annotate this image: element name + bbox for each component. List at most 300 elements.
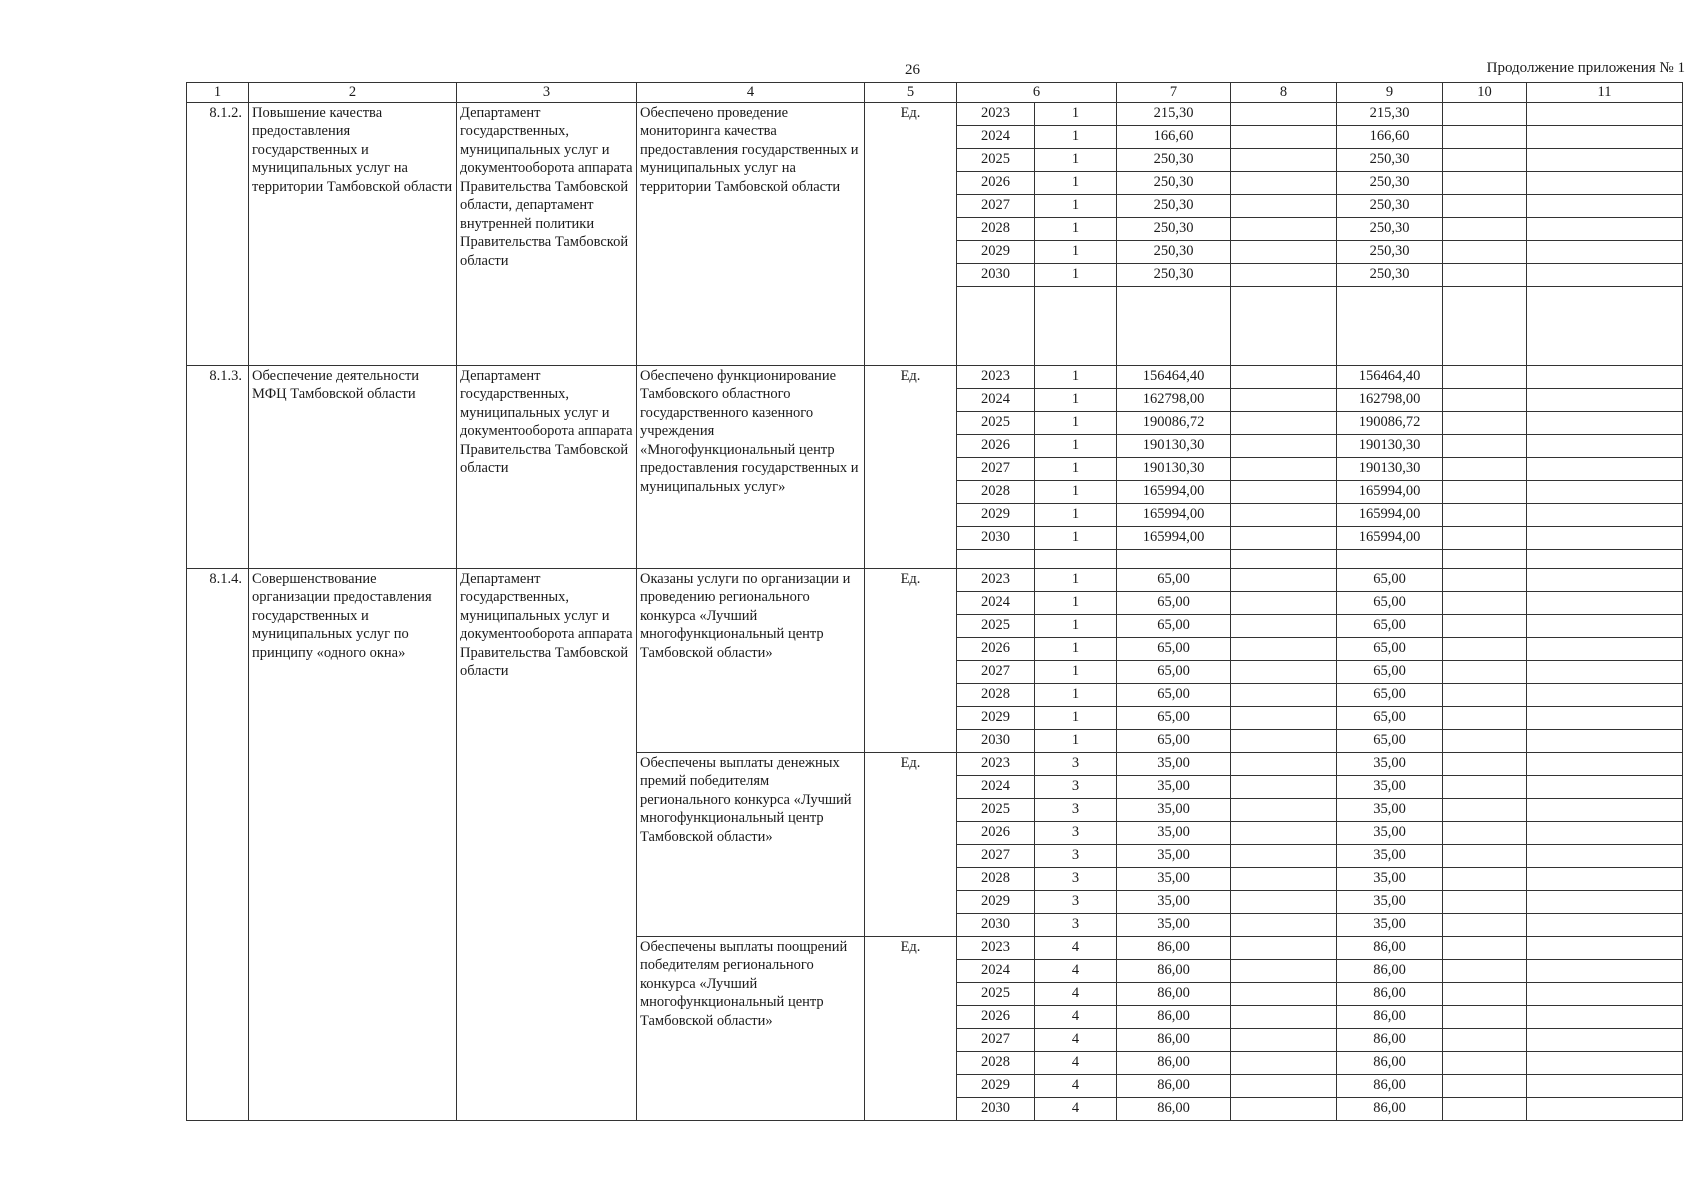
quantity-cell: 4 <box>1035 936 1117 959</box>
year-cell: 2025 <box>957 798 1035 821</box>
quantity-cell: 1 <box>1035 480 1117 503</box>
value-col11 <box>1527 434 1683 457</box>
executor: Департамент государственных, муниципальных услуг и документооборота аппарата Правительства Тамбовской области <box>457 568 637 1120</box>
year-cell: 2029 <box>957 503 1035 526</box>
value-col10 <box>1443 683 1527 706</box>
value-col11 <box>1527 263 1683 286</box>
quantity-cell: 1 <box>1035 503 1117 526</box>
value-col9: 35,00 <box>1337 844 1443 867</box>
value-col9: 86,00 <box>1337 959 1443 982</box>
value-col8 <box>1231 102 1337 125</box>
value-col10 <box>1443 1028 1527 1051</box>
value-col11 <box>1527 683 1683 706</box>
year-cell: 2027 <box>957 660 1035 683</box>
year-cell: 2028 <box>957 217 1035 240</box>
page-number: 26 <box>905 62 920 78</box>
value-col7: 35,00 <box>1117 821 1231 844</box>
value-col8 <box>1231 752 1337 775</box>
value-col11 <box>1527 503 1683 526</box>
column-header: 6 <box>957 83 1117 103</box>
value-col11 <box>1527 1074 1683 1097</box>
quantity-cell: 1 <box>1035 457 1117 480</box>
value-col9: 190130,30 <box>1337 434 1443 457</box>
value-col9: 250,30 <box>1337 263 1443 286</box>
measure-name: Совершенствование организации предоставления государственных и муниципальных услуг по принципу «одного окна» <box>249 568 457 1120</box>
value-col11 <box>1527 729 1683 752</box>
value-col7: 65,00 <box>1117 706 1231 729</box>
spacer-cell <box>1035 286 1117 365</box>
value-col10 <box>1443 913 1527 936</box>
value-col7: 165994,00 <box>1117 526 1231 549</box>
quantity-cell: 1 <box>1035 706 1117 729</box>
value-col9: 35,00 <box>1337 890 1443 913</box>
quantity-cell: 1 <box>1035 102 1117 125</box>
value-col10 <box>1443 982 1527 1005</box>
value-col7: 250,30 <box>1117 217 1231 240</box>
value-col11 <box>1527 821 1683 844</box>
quantity-cell: 3 <box>1035 844 1117 867</box>
value-col8 <box>1231 982 1337 1005</box>
value-col7: 250,30 <box>1117 240 1231 263</box>
value-col7: 65,00 <box>1117 591 1231 614</box>
value-col7: 156464,40 <box>1117 365 1231 388</box>
value-col9: 65,00 <box>1337 637 1443 660</box>
value-col8 <box>1231 526 1337 549</box>
value-col8 <box>1231 503 1337 526</box>
column-header: 7 <box>1117 83 1231 103</box>
value-col9: 65,00 <box>1337 591 1443 614</box>
year-cell: 2026 <box>957 821 1035 844</box>
value-col11 <box>1527 591 1683 614</box>
table-row <box>187 568 1683 591</box>
value-col9: 65,00 <box>1337 729 1443 752</box>
spacer-cell <box>1117 549 1231 568</box>
value-col10 <box>1443 365 1527 388</box>
year-cell: 2023 <box>957 936 1035 959</box>
value-col11 <box>1527 1097 1683 1120</box>
value-col9: 166,60 <box>1337 125 1443 148</box>
year-cell: 2023 <box>957 365 1035 388</box>
value-col8 <box>1231 365 1337 388</box>
value-col8 <box>1231 660 1337 683</box>
value-col9: 165994,00 <box>1337 503 1443 526</box>
value-col8 <box>1231 194 1337 217</box>
spacer-cell <box>1231 549 1337 568</box>
value-col7: 86,00 <box>1117 1097 1231 1120</box>
value-col8 <box>1231 867 1337 890</box>
unit-cell: Ед. <box>865 936 957 1120</box>
year-cell: 2025 <box>957 411 1035 434</box>
value-col11 <box>1527 148 1683 171</box>
value-col7: 86,00 <box>1117 982 1231 1005</box>
quantity-cell: 4 <box>1035 1028 1117 1051</box>
spacer-cell <box>957 286 1035 365</box>
value-col11 <box>1527 194 1683 217</box>
value-col7: 250,30 <box>1117 194 1231 217</box>
year-cell: 2026 <box>957 434 1035 457</box>
year-cell: 2030 <box>957 913 1035 936</box>
value-col11 <box>1527 890 1683 913</box>
table-body <box>187 102 1683 1120</box>
value-col7: 35,00 <box>1117 867 1231 890</box>
value-col7: 65,00 <box>1117 660 1231 683</box>
table-row <box>187 365 1683 388</box>
value-col11 <box>1527 240 1683 263</box>
value-col8 <box>1231 844 1337 867</box>
quantity-cell: 1 <box>1035 591 1117 614</box>
quantity-cell: 1 <box>1035 171 1117 194</box>
year-cell: 2029 <box>957 890 1035 913</box>
year-cell: 2024 <box>957 591 1035 614</box>
value-col8 <box>1231 798 1337 821</box>
value-col7: 250,30 <box>1117 148 1231 171</box>
spacer-cell <box>1035 549 1117 568</box>
quantity-cell: 1 <box>1035 637 1117 660</box>
quantity-cell: 1 <box>1035 263 1117 286</box>
value-col9: 165994,00 <box>1337 480 1443 503</box>
column-header: 8 <box>1231 83 1337 103</box>
value-col10 <box>1443 729 1527 752</box>
value-col10 <box>1443 798 1527 821</box>
year-cell: 2024 <box>957 388 1035 411</box>
value-col9: 35,00 <box>1337 913 1443 936</box>
quantity-cell: 1 <box>1035 434 1117 457</box>
value-col11 <box>1527 125 1683 148</box>
year-cell: 2027 <box>957 194 1035 217</box>
column-header: 1 <box>187 83 249 103</box>
column-header: 9 <box>1337 83 1443 103</box>
value-col8 <box>1231 959 1337 982</box>
year-cell: 2023 <box>957 102 1035 125</box>
spacer-cell <box>1527 286 1683 365</box>
value-col9: 65,00 <box>1337 683 1443 706</box>
quantity-cell: 1 <box>1035 411 1117 434</box>
year-cell: 2030 <box>957 526 1035 549</box>
value-col10 <box>1443 752 1527 775</box>
program-table <box>186 82 1683 1121</box>
column-header: 5 <box>865 83 957 103</box>
value-col9: 35,00 <box>1337 775 1443 798</box>
column-header: 2 <box>249 83 457 103</box>
value-col8 <box>1231 614 1337 637</box>
value-col11 <box>1527 959 1683 982</box>
year-cell: 2025 <box>957 148 1035 171</box>
value-col11 <box>1527 388 1683 411</box>
value-col8 <box>1231 240 1337 263</box>
value-col9: 215,30 <box>1337 102 1443 125</box>
quantity-cell: 1 <box>1035 240 1117 263</box>
row-code: 8.1.2. <box>187 102 249 365</box>
spacer-cell <box>1443 549 1527 568</box>
value-col7: 190130,30 <box>1117 434 1231 457</box>
value-col7: 65,00 <box>1117 729 1231 752</box>
value-col10 <box>1443 637 1527 660</box>
result-text: Обеспечено проведение мониторинга качества предоставления государственных и муниципальных услуг на территории Тамбовской области <box>637 102 865 365</box>
value-col8 <box>1231 388 1337 411</box>
quantity-cell: 4 <box>1035 1051 1117 1074</box>
value-col7: 65,00 <box>1117 568 1231 591</box>
measure-name: Обеспечение деятельности МФЦ Тамбовской области <box>249 365 457 568</box>
value-col11 <box>1527 457 1683 480</box>
value-col9: 190086,72 <box>1337 411 1443 434</box>
value-col10 <box>1443 1097 1527 1120</box>
quantity-cell: 1 <box>1035 683 1117 706</box>
year-cell: 2026 <box>957 637 1035 660</box>
row-code: 8.1.4. <box>187 568 249 1120</box>
value-col7: 35,00 <box>1117 913 1231 936</box>
value-col7: 86,00 <box>1117 1028 1231 1051</box>
value-col8 <box>1231 217 1337 240</box>
value-col8 <box>1231 729 1337 752</box>
column-header: 3 <box>457 83 637 103</box>
value-col7: 86,00 <box>1117 1005 1231 1028</box>
value-col9: 86,00 <box>1337 1005 1443 1028</box>
value-col7: 166,60 <box>1117 125 1231 148</box>
value-col8 <box>1231 706 1337 729</box>
spacer-cell <box>1117 286 1231 365</box>
quantity-cell: 1 <box>1035 365 1117 388</box>
value-col9: 250,30 <box>1337 148 1443 171</box>
value-col11 <box>1527 614 1683 637</box>
value-col9: 162798,00 <box>1337 388 1443 411</box>
value-col8 <box>1231 568 1337 591</box>
year-cell: 2027 <box>957 457 1035 480</box>
quantity-cell: 1 <box>1035 729 1117 752</box>
value-col9: 35,00 <box>1337 798 1443 821</box>
year-cell: 2027 <box>957 1028 1035 1051</box>
value-col9: 86,00 <box>1337 1074 1443 1097</box>
column-header: 4 <box>637 83 865 103</box>
value-col11 <box>1527 706 1683 729</box>
value-col10 <box>1443 480 1527 503</box>
year-cell: 2024 <box>957 775 1035 798</box>
value-col10 <box>1443 614 1527 637</box>
value-col9: 165994,00 <box>1337 526 1443 549</box>
quantity-cell: 1 <box>1035 526 1117 549</box>
value-col10 <box>1443 844 1527 867</box>
year-cell: 2030 <box>957 263 1035 286</box>
value-col11 <box>1527 568 1683 591</box>
value-col10 <box>1443 102 1527 125</box>
year-cell: 2025 <box>957 982 1035 1005</box>
value-col9: 250,30 <box>1337 217 1443 240</box>
year-cell: 2023 <box>957 568 1035 591</box>
value-col10 <box>1443 867 1527 890</box>
column-number-row <box>187 83 1683 103</box>
row-code: 8.1.3. <box>187 365 249 568</box>
value-col8 <box>1231 148 1337 171</box>
value-col8 <box>1231 171 1337 194</box>
value-col7: 165994,00 <box>1117 503 1231 526</box>
year-cell: 2029 <box>957 1074 1035 1097</box>
year-cell: 2026 <box>957 171 1035 194</box>
year-cell: 2029 <box>957 706 1035 729</box>
value-col8 <box>1231 1097 1337 1120</box>
value-col10 <box>1443 526 1527 549</box>
value-col7: 65,00 <box>1117 637 1231 660</box>
value-col10 <box>1443 1051 1527 1074</box>
value-col11 <box>1527 913 1683 936</box>
value-col7: 65,00 <box>1117 683 1231 706</box>
value-col11 <box>1527 102 1683 125</box>
year-cell: 2028 <box>957 1051 1035 1074</box>
value-col10 <box>1443 411 1527 434</box>
unit-cell: Ед. <box>865 365 957 568</box>
value-col7: 165994,00 <box>1117 480 1231 503</box>
value-col11 <box>1527 936 1683 959</box>
value-col9: 65,00 <box>1337 706 1443 729</box>
value-col11 <box>1527 660 1683 683</box>
value-col10 <box>1443 1074 1527 1097</box>
year-cell: 2030 <box>957 729 1035 752</box>
value-col10 <box>1443 125 1527 148</box>
quantity-cell: 3 <box>1035 890 1117 913</box>
result-text: Обеспечены выплаты денежных премий победителям регионального конкурса «Лучший многофункциональный центр Тамбовской области» <box>637 752 865 936</box>
value-col11 <box>1527 365 1683 388</box>
spacer-cell <box>1337 286 1443 365</box>
value-col11 <box>1527 171 1683 194</box>
value-col11 <box>1527 1005 1683 1028</box>
unit-cell: Ед. <box>865 752 957 936</box>
value-col7: 86,00 <box>1117 936 1231 959</box>
value-col8 <box>1231 890 1337 913</box>
value-col8 <box>1231 1028 1337 1051</box>
value-col11 <box>1527 844 1683 867</box>
year-cell: 2028 <box>957 683 1035 706</box>
executor: Департамент государственных, муниципальных услуг и документооборота аппарата Правительства Тамбовской области, департамент внутренней политики Правительства Тамбовской области <box>457 102 637 365</box>
value-col7: 250,30 <box>1117 171 1231 194</box>
quantity-cell: 3 <box>1035 798 1117 821</box>
value-col10 <box>1443 959 1527 982</box>
value-col10 <box>1443 775 1527 798</box>
value-col8 <box>1231 263 1337 286</box>
value-col11 <box>1527 1028 1683 1051</box>
value-col10 <box>1443 171 1527 194</box>
column-header: 10 <box>1443 83 1527 103</box>
value-col10 <box>1443 890 1527 913</box>
year-cell: 2023 <box>957 752 1035 775</box>
quantity-cell: 4 <box>1035 1074 1117 1097</box>
value-col8 <box>1231 1005 1337 1028</box>
value-col10 <box>1443 503 1527 526</box>
year-cell: 2024 <box>957 125 1035 148</box>
value-col10 <box>1443 1005 1527 1028</box>
value-col9: 35,00 <box>1337 752 1443 775</box>
quantity-cell: 3 <box>1035 821 1117 844</box>
result-text: Обеспечены выплаты поощрений победителям регионального конкурса «Лучший многофункциональный центр Тамбовской области» <box>637 936 865 1120</box>
value-col8 <box>1231 775 1337 798</box>
value-col8 <box>1231 1051 1337 1074</box>
value-col8 <box>1231 637 1337 660</box>
value-col10 <box>1443 194 1527 217</box>
value-col9: 86,00 <box>1337 1028 1443 1051</box>
value-col7: 190130,30 <box>1117 457 1231 480</box>
value-col7: 35,00 <box>1117 890 1231 913</box>
value-col7: 86,00 <box>1117 959 1231 982</box>
year-cell: 2027 <box>957 844 1035 867</box>
quantity-cell: 4 <box>1035 982 1117 1005</box>
measure-name: Повышение качества предоставления государственных и муниципальных услуг на территории Тамбовской области <box>249 102 457 365</box>
executor: Департамент государственных, муниципальных услуг и документооборота аппарата Правительства Тамбовской области <box>457 365 637 568</box>
result-text: Оказаны услуги по организации и проведению регионального конкурса «Лучший многофункциональный центр Тамбовской области» <box>637 568 865 752</box>
value-col11 <box>1527 752 1683 775</box>
quantity-cell: 1 <box>1035 217 1117 240</box>
value-col7: 86,00 <box>1117 1074 1231 1097</box>
value-col11 <box>1527 867 1683 890</box>
value-col9: 35,00 <box>1337 867 1443 890</box>
year-cell: 2025 <box>957 614 1035 637</box>
spacer-cell <box>1337 549 1443 568</box>
value-col10 <box>1443 263 1527 286</box>
value-col9: 86,00 <box>1337 1051 1443 1074</box>
value-col7: 215,30 <box>1117 102 1231 125</box>
quantity-cell: 1 <box>1035 194 1117 217</box>
value-col8 <box>1231 125 1337 148</box>
quantity-cell: 4 <box>1035 1097 1117 1120</box>
quantity-cell: 4 <box>1035 1005 1117 1028</box>
value-col11 <box>1527 982 1683 1005</box>
spacer-cell <box>957 549 1035 568</box>
value-col7: 35,00 <box>1117 775 1231 798</box>
quantity-cell: 3 <box>1035 775 1117 798</box>
value-col8 <box>1231 683 1337 706</box>
value-col11 <box>1527 480 1683 503</box>
column-header: 11 <box>1527 83 1683 103</box>
value-col8 <box>1231 936 1337 959</box>
quantity-cell: 1 <box>1035 660 1117 683</box>
quantity-cell: 1 <box>1035 388 1117 411</box>
value-col11 <box>1527 1051 1683 1074</box>
value-col7: 65,00 <box>1117 614 1231 637</box>
value-col10 <box>1443 568 1527 591</box>
value-col11 <box>1527 637 1683 660</box>
value-col10 <box>1443 936 1527 959</box>
unit-cell: Ед. <box>865 102 957 365</box>
value-col10 <box>1443 591 1527 614</box>
spacer-cell <box>1527 549 1683 568</box>
continuation-label: Продолжение приложения № 1 <box>1486 60 1685 76</box>
value-col8 <box>1231 457 1337 480</box>
value-col7: 250,30 <box>1117 263 1231 286</box>
value-col8 <box>1231 411 1337 434</box>
value-col10 <box>1443 457 1527 480</box>
value-col10 <box>1443 148 1527 171</box>
value-col9: 86,00 <box>1337 982 1443 1005</box>
value-col8 <box>1231 434 1337 457</box>
value-col9: 86,00 <box>1337 1097 1443 1120</box>
value-col7: 162798,00 <box>1117 388 1231 411</box>
value-col9: 86,00 <box>1337 936 1443 959</box>
value-col10 <box>1443 706 1527 729</box>
value-col10 <box>1443 434 1527 457</box>
value-col11 <box>1527 217 1683 240</box>
quantity-cell: 3 <box>1035 913 1117 936</box>
value-col9: 156464,40 <box>1337 365 1443 388</box>
spacer-cell <box>1231 286 1337 365</box>
value-col9: 65,00 <box>1337 568 1443 591</box>
value-col9: 250,30 <box>1337 240 1443 263</box>
result-text: Обеспечено функционирование Тамбовского областного государственного казенного учреждения «Многофункциональный центр предоставления государственных и муниципальных услуг» <box>637 365 865 568</box>
value-col9: 65,00 <box>1337 614 1443 637</box>
year-cell: 2030 <box>957 1097 1035 1120</box>
value-col10 <box>1443 217 1527 240</box>
quantity-cell: 1 <box>1035 125 1117 148</box>
value-col8 <box>1231 1074 1337 1097</box>
value-col7: 35,00 <box>1117 844 1231 867</box>
value-col10 <box>1443 660 1527 683</box>
quantity-cell: 1 <box>1035 148 1117 171</box>
value-col7: 35,00 <box>1117 752 1231 775</box>
